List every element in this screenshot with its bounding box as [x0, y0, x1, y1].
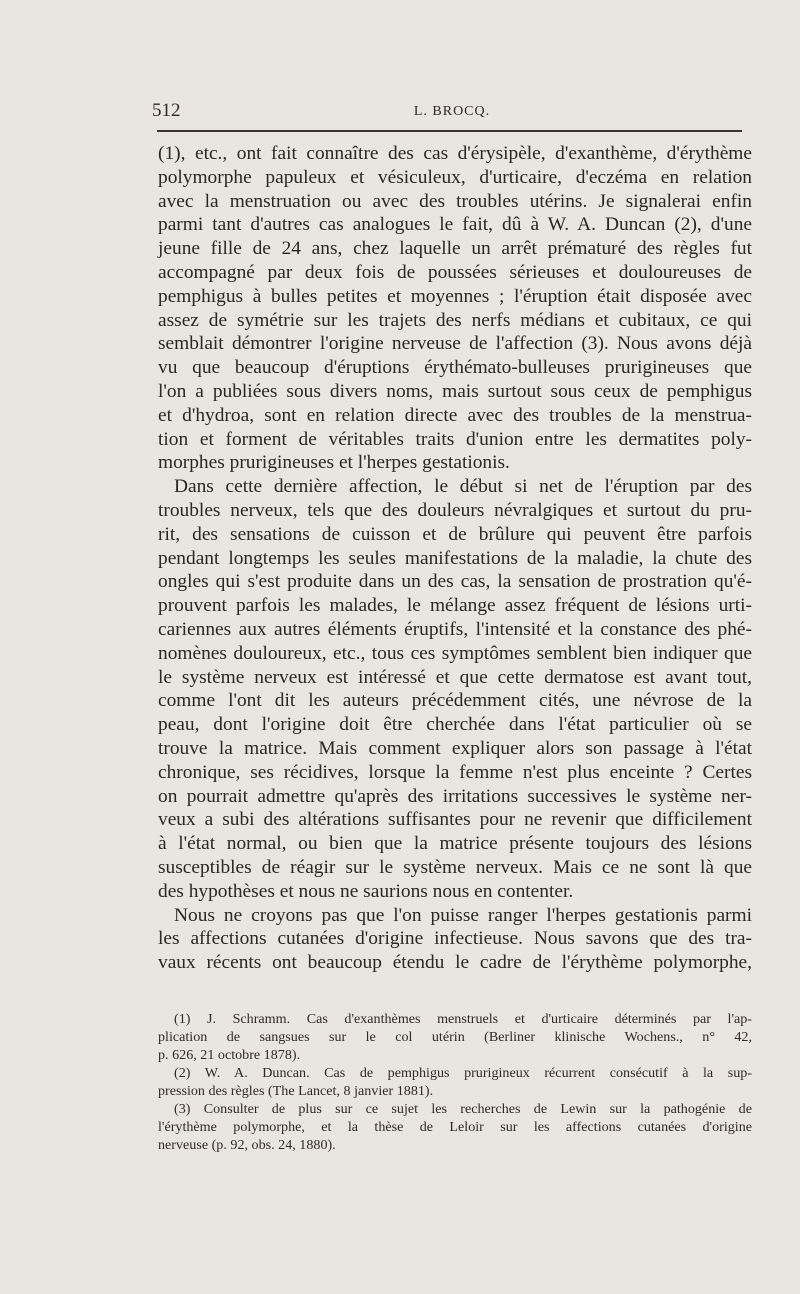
text-line: morphes prurigineuses et l'herpes gestationis. — [158, 452, 510, 474]
text-line: Dans cette dernière affection, le début si net de l'éruption par des — [174, 476, 752, 498]
footnote-line: l'érythème polymorphe, et la thèse de Leloir sur les affections cutanées d'origine — [158, 1119, 752, 1135]
text-line: et d'hydroa, sont en relation directe avec des troubles de la menstrua- — [158, 404, 752, 426]
text-line: avec la menstruation ou avec des troubles utérins. Je signalerai enfin — [158, 190, 752, 212]
page-number: 512 — [152, 100, 181, 121]
footnote-line: pression des règles (The Lancet, 8 janvier 1881). — [158, 1083, 434, 1099]
footnote-line: p. 626, 21 octobre 1878). — [158, 1047, 301, 1063]
footnote-line: plication de sangsues sur le col utérin (Berliner klinische Wochens., n° 42, — [158, 1029, 752, 1045]
text-line: Nous ne croyons pas que l'on puisse ranger l'herpes gestationis parmi — [174, 904, 752, 926]
text-line: pendant longtemps les seules manifestations de la maladie, la chute des — [158, 547, 752, 569]
footnote-line: (1) J. Schramm. Cas d'exanthèmes menstruels et d'urticaire déterminés par l'ap- — [174, 1011, 752, 1027]
text-line: cariennes aux autres éléments éruptifs, l'intensité et la constance des phé- — [158, 618, 752, 640]
text-line: polymorphe papuleux et vésiculeux, d'urticaire, d'eczéma en relation — [158, 166, 752, 188]
text-line: veux a subi des altérations suffisantes pour ne revenir que difficilement — [158, 809, 752, 831]
text-line: peau, dont l'origine doit être cherchée dans l'état particulier où se — [158, 714, 752, 736]
header-rule — [157, 130, 742, 132]
text-line: ongles qui s'est produite dans un des cas, la sensation de prostration qu'é- — [158, 571, 752, 593]
text-line: des hypothèses et nous ne saurions nous en contenter. — [158, 880, 574, 902]
text-line: semblait démontrer l'origine nerveuse de l'affection (3). Nous avons déjà — [158, 333, 752, 355]
text-line: nomènes douloureux, etc., tous ces symptômes semblent bien indiquer que — [158, 642, 752, 664]
footnotes — [158, 1010, 752, 1154]
text-line: chronique, ses récidives, lorsque la femme n'est plus enceinte ? Certes — [158, 761, 752, 783]
text-line: vaux récents ont beaucoup étendu le cadre de l'érythème polymorphe, — [158, 952, 752, 974]
text-line: le système nerveux est intéressé et que cette dermatose est avant tout, — [158, 666, 752, 688]
text-line: parmi tant d'autres cas analogues le fait, dû à W. A. Duncan (2), d'une — [158, 214, 752, 236]
footnote-line: (3) Consulter de plus sur ce sujet les recherches de Lewin sur la pathogénie de — [174, 1101, 752, 1117]
text-line: jeune fille de 24 ans, chez laquelle un arrêt prématuré des règles fut — [158, 238, 752, 260]
text-line: vu que beaucoup d'éruptions érythémato-bulleuses prurigineuses que — [158, 357, 752, 379]
body-text — [158, 142, 752, 975]
page-header — [152, 100, 752, 124]
running-head: L. BROCQ. — [413, 104, 491, 119]
footnote-line: nerveuse (p. 92, obs. 24, 1880). — [158, 1137, 336, 1153]
text-line: à l'état normal, ou bien que la matrice présente toujours des lésions — [158, 833, 752, 855]
text-line: troubles nerveux, tels que des douleurs névralgiques et surtout du pru- — [158, 499, 752, 521]
text-line: accompagné par deux fois de poussées sérieuses et douloureuses de — [158, 261, 752, 283]
text-line: les affections cutanées d'origine infectieuse. Nous savons que des tra- — [158, 928, 752, 950]
text-line: tion et forment de véritables traits d'union entre les dermatites poly- — [158, 428, 752, 450]
text-line: trouve la matrice. Mais comment expliquer alors son passage à l'état — [158, 737, 752, 759]
text-line: prouvent parfois les malades, le mélange assez fréquent de lésions urti- — [158, 595, 752, 617]
text-line: pemphigus à bulles petites et moyennes ; l'éruption était disposée avec — [158, 285, 752, 307]
text-line: on pourrait admettre qu'après des irritations successives le système ner- — [158, 785, 752, 807]
text-line: rit, des sensations de cuisson et de brûlure qui peuvent être parfois — [158, 523, 752, 545]
text-line: assez de symétrie sur les trajets des nerfs médians et cubitaux, ce qui — [158, 309, 752, 331]
text-line: comme l'ont dit les auteurs précédemment cités, une névrose de la — [158, 690, 752, 712]
footnote-line: (2) W. A. Duncan. Cas de pemphigus prurigineux récurrent consécutif à la sup- — [174, 1065, 752, 1081]
text-line: susceptibles de réagir sur le système nerveux. Mais ce ne sont là que — [158, 856, 752, 878]
text-line: l'on a publiées sous divers noms, mais surtout sous ceux de pemphigus — [158, 380, 752, 402]
text-line: (1), etc., ont fait connaître des cas d'érysipèle, d'exanthème, d'érythème — [158, 143, 752, 164]
